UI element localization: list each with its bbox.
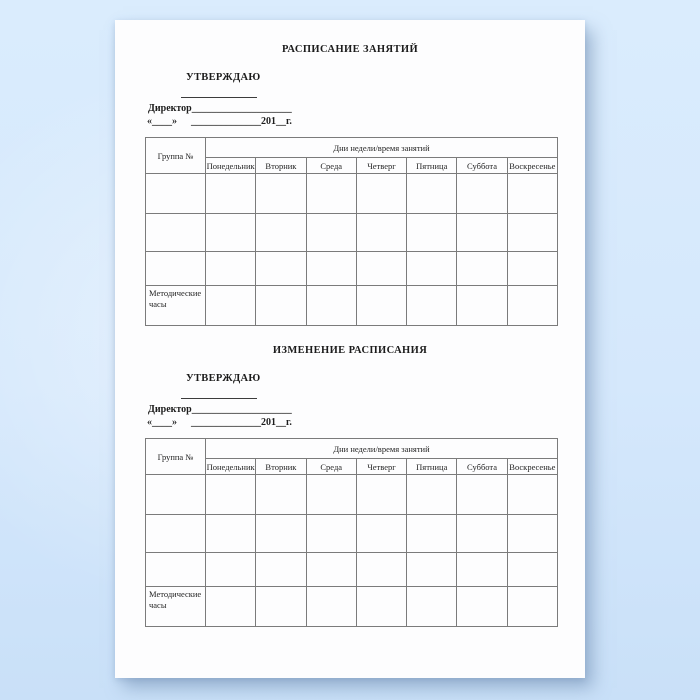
day-header-tuesday: Вторник <box>256 158 306 174</box>
empty-cell <box>407 475 457 515</box>
day-header-sunday: Воскресенье <box>507 158 557 174</box>
empty-cell <box>407 174 457 214</box>
empty-cell <box>306 553 356 587</box>
date-blank-line: ______________201__г. <box>191 116 292 127</box>
table-row <box>146 515 558 553</box>
schedule-table <box>145 137 558 326</box>
empty-cell <box>306 286 356 326</box>
director-line <box>148 404 292 415</box>
empty-cell <box>457 475 507 515</box>
empty-cell <box>146 252 206 286</box>
empty-cell <box>457 515 507 553</box>
director-label: Директор <box>148 103 192 114</box>
empty-cell <box>356 587 406 627</box>
empty-cell <box>206 252 256 286</box>
methodical-hours-row <box>146 286 558 326</box>
day-header-wednesday: Среда <box>306 158 356 174</box>
group-header-cell: Группа № <box>146 439 206 475</box>
document-page <box>115 20 585 678</box>
empty-cell <box>206 475 256 515</box>
date-day-quote: «____» <box>147 116 177 127</box>
days-header-cell: Дни недели/время занятий <box>206 439 558 459</box>
day-names-row <box>146 459 558 475</box>
empty-cell <box>256 553 306 587</box>
director-blank-line: ____________________ <box>191 404 292 415</box>
empty-cell <box>407 587 457 627</box>
methodical-hours-label: Методические часы <box>146 587 206 627</box>
empty-cell <box>407 286 457 326</box>
day-header-monday: Понедельник <box>206 459 256 475</box>
schedule-change-table <box>145 438 558 627</box>
day-header-monday: Понедельник <box>206 158 256 174</box>
empty-cell <box>206 553 256 587</box>
day-header-wednesday: Среда <box>306 459 356 475</box>
empty-cell <box>146 515 206 553</box>
table-header-row <box>146 138 558 158</box>
day-header-thursday: Четверг <box>356 459 406 475</box>
approve-label: УТВЕРЖДАЮ <box>186 72 261 83</box>
empty-cell <box>356 252 406 286</box>
empty-cell <box>206 174 256 214</box>
empty-cell <box>306 252 356 286</box>
empty-cell <box>407 515 457 553</box>
empty-cell <box>256 475 306 515</box>
day-header-friday: Пятница <box>407 459 457 475</box>
table-row <box>146 553 558 587</box>
empty-cell <box>356 174 406 214</box>
day-names-row <box>146 158 558 174</box>
empty-cell <box>256 252 306 286</box>
empty-cell <box>507 587 557 627</box>
empty-cell <box>507 174 557 214</box>
empty-cell <box>507 515 557 553</box>
empty-cell <box>256 515 306 553</box>
methodical-hours-label: Методические часы <box>146 286 206 326</box>
day-header-saturday: Суббота <box>457 459 507 475</box>
date-line <box>147 116 292 127</box>
day-header-saturday: Суббота <box>457 158 507 174</box>
empty-cell <box>206 515 256 553</box>
empty-cell <box>457 252 507 286</box>
signature-line <box>181 398 257 399</box>
empty-cell <box>407 214 457 252</box>
empty-cell <box>146 214 206 252</box>
empty-cell <box>457 214 507 252</box>
methodical-hours-row <box>146 587 558 627</box>
date-day-quote: «____» <box>147 417 177 428</box>
empty-cell <box>206 286 256 326</box>
section-title: ИЗМЕНЕНИЕ РАСПИСАНИЯ <box>272 345 428 356</box>
empty-cell <box>457 286 507 326</box>
empty-cell <box>256 174 306 214</box>
schedule-section <box>115 20 585 350</box>
empty-cell <box>407 553 457 587</box>
group-header-cell: Группа № <box>146 138 206 174</box>
table-row <box>146 174 558 214</box>
empty-cell <box>507 286 557 326</box>
empty-cell <box>306 174 356 214</box>
table-row <box>146 252 558 286</box>
days-header-cell: Дни недели/время занятий <box>206 138 558 158</box>
table-row <box>146 475 558 515</box>
empty-cell <box>306 475 356 515</box>
empty-cell <box>146 553 206 587</box>
empty-cell <box>356 214 406 252</box>
table-header-row <box>146 439 558 459</box>
day-header-friday: Пятница <box>407 158 457 174</box>
director-label: Директор <box>148 404 192 415</box>
empty-cell <box>206 587 256 627</box>
empty-cell <box>507 214 557 252</box>
empty-cell <box>306 515 356 553</box>
day-header-sunday: Воскресенье <box>507 459 557 475</box>
signature-line <box>181 97 257 98</box>
empty-cell <box>356 515 406 553</box>
empty-cell <box>507 252 557 286</box>
empty-cell <box>457 174 507 214</box>
empty-cell <box>256 286 306 326</box>
day-header-thursday: Четверг <box>356 158 406 174</box>
empty-cell <box>306 587 356 627</box>
table-row <box>146 214 558 252</box>
day-header-tuesday: Вторник <box>256 459 306 475</box>
empty-cell <box>256 587 306 627</box>
schedule-change-section <box>115 321 585 651</box>
empty-cell <box>407 252 457 286</box>
empty-cell <box>356 553 406 587</box>
empty-cell <box>256 214 306 252</box>
empty-cell <box>457 587 507 627</box>
empty-cell <box>356 475 406 515</box>
empty-cell <box>206 214 256 252</box>
empty-cell <box>146 475 206 515</box>
section-title: РАСПИСАНИЕ ЗАНЯТИЙ <box>281 44 419 55</box>
empty-cell <box>457 553 507 587</box>
director-blank-line: ____________________ <box>191 103 292 114</box>
approve-label: УТВЕРЖДАЮ <box>186 373 261 384</box>
empty-cell <box>507 553 557 587</box>
empty-cell <box>306 214 356 252</box>
empty-cell <box>146 174 206 214</box>
empty-cell <box>356 286 406 326</box>
date-line <box>147 417 292 428</box>
empty-cell <box>507 475 557 515</box>
director-line <box>148 103 292 114</box>
date-blank-line: ______________201__г. <box>191 417 292 428</box>
